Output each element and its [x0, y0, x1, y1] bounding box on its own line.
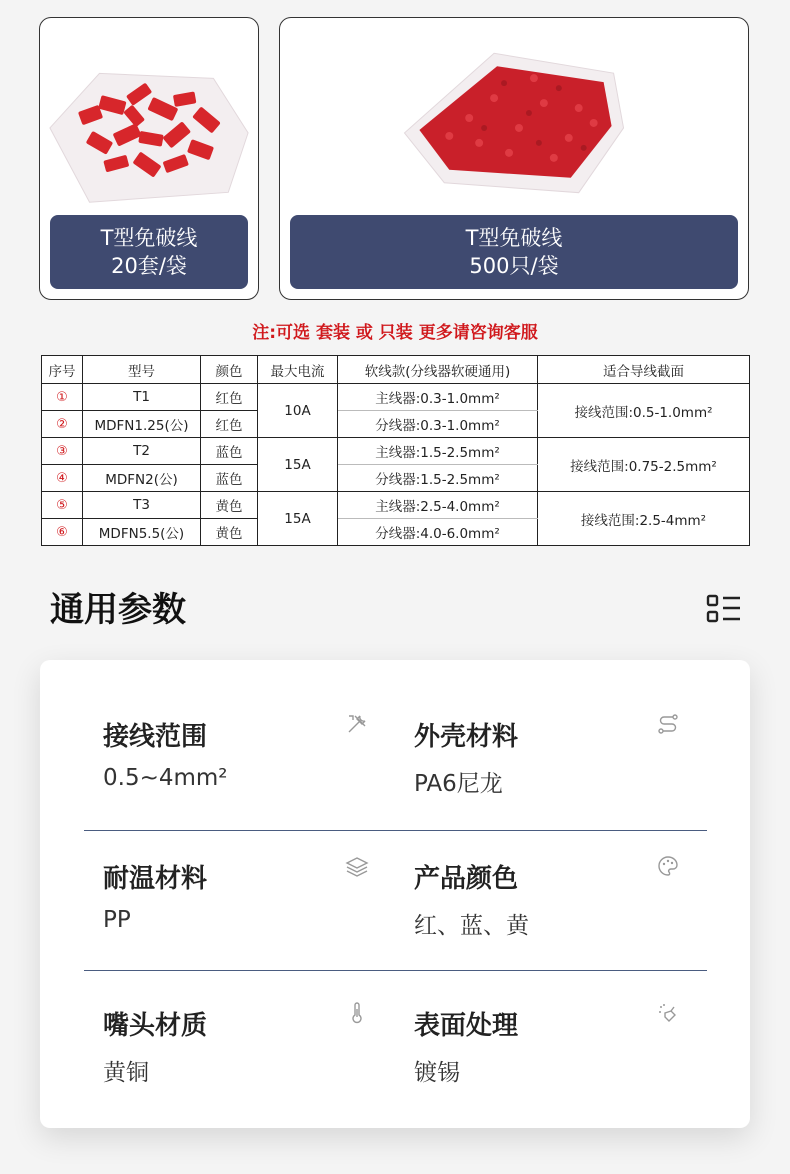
- param-surface-treatment: [414, 1005, 674, 1087]
- row-soft-wire: 主线器:1.5-2.5mm²: [338, 438, 538, 465]
- row-soft-wire: 分线器:4.0-6.0mm²: [338, 519, 538, 546]
- row-range: 接线范围:0.5-1.0mm²: [538, 384, 750, 438]
- row-number: ④: [42, 465, 83, 492]
- thermometer-icon: [345, 1001, 369, 1025]
- param-name: 产品颜色: [414, 864, 519, 894]
- section-title: 通用参数: [50, 590, 186, 630]
- spray-icon: [656, 1001, 680, 1025]
- row-model: T1: [83, 384, 201, 411]
- row-model: MDFN2(公): [83, 465, 201, 492]
- param-name: 表面处理: [414, 1011, 519, 1041]
- row-model: T3: [83, 492, 201, 519]
- product-card-20-sets: [39, 17, 259, 300]
- product-quantity: 20套/袋: [111, 254, 187, 278]
- palette-icon: [656, 854, 680, 878]
- param-value: 红、蓝、黄: [414, 913, 529, 939]
- param-heat-resistant-material: [103, 858, 363, 933]
- spec-table: [41, 355, 750, 546]
- header-color: 颜色: [201, 356, 258, 384]
- row-color: 蓝色: [201, 465, 258, 492]
- row-number: ①: [42, 384, 83, 411]
- header-soft-wire: 软线款(分线器软硬通用): [338, 356, 538, 384]
- row-soft-wire: 分线器:0.3-1.0mm²: [338, 411, 538, 438]
- product-name: T型免破线: [100, 226, 198, 250]
- param-name: 耐温材料: [103, 864, 208, 894]
- row-range: 接线范围:0.75-2.5mm²: [538, 438, 750, 492]
- header-model: 型号: [83, 356, 201, 384]
- divider: [84, 970, 707, 971]
- list-icon: [706, 593, 742, 625]
- row-color: 黄色: [201, 519, 258, 546]
- product-label: [290, 215, 738, 289]
- row-current: 15A: [258, 438, 338, 492]
- product-photo-large-bag: [280, 18, 748, 218]
- param-value: PP: [103, 907, 131, 933]
- header-no: 序号: [42, 356, 83, 384]
- row-model: MDFN5.5(公): [83, 519, 201, 546]
- row-soft-wire: 分线器:1.5-2.5mm²: [338, 465, 538, 492]
- row-number: ⑥: [42, 519, 83, 546]
- row-number: ②: [42, 411, 83, 438]
- header-wire-section: 适合导线截面: [538, 356, 750, 384]
- product-card-500-pcs: [279, 17, 749, 300]
- param-value: PA6尼龙: [414, 771, 503, 797]
- header-max-current: 最大电流: [258, 356, 338, 384]
- param-value: 镀锡: [414, 1060, 460, 1086]
- param-name: 嘴头材质: [103, 1011, 208, 1041]
- layers-icon: [345, 854, 369, 878]
- row-color: 黄色: [201, 492, 258, 519]
- row-soft-wire: 主线器:2.5-4.0mm²: [338, 492, 538, 519]
- route-icon: [656, 712, 680, 736]
- param-name: 接线范围: [103, 722, 208, 752]
- param-value: 0.5~4mm²: [103, 765, 228, 791]
- product-photo-small-bag: [40, 18, 258, 218]
- table-header-row: [42, 356, 750, 384]
- param-value: 黄铜: [103, 1060, 149, 1086]
- row-color: 蓝色: [201, 438, 258, 465]
- row-range: 接线范围:2.5-4mm²: [538, 492, 750, 546]
- table-row: [42, 384, 750, 411]
- product-name: T型免破线: [465, 226, 563, 250]
- param-shell-material: [414, 716, 674, 798]
- param-wiring-range: [103, 716, 363, 791]
- tools-icon: [345, 712, 369, 736]
- row-current: 15A: [258, 492, 338, 546]
- param-name: 外壳材料: [414, 722, 519, 752]
- product-quantity: 500只/袋: [469, 254, 559, 278]
- product-label: [50, 215, 248, 289]
- row-model: MDFN1.25(公): [83, 411, 201, 438]
- divider: [84, 830, 707, 831]
- purchase-note: 注:可选 套装 或 只装 更多请咨询客服: [252, 323, 538, 343]
- param-tip-material: [103, 1005, 363, 1087]
- table-row: [42, 438, 750, 465]
- parameters-card: [40, 660, 750, 1128]
- param-product-color: [414, 858, 674, 940]
- row-current: 10A: [258, 384, 338, 438]
- row-color: 红色: [201, 411, 258, 438]
- row-number: ③: [42, 438, 83, 465]
- row-number: ⑤: [42, 492, 83, 519]
- row-color: 红色: [201, 384, 258, 411]
- row-model: T2: [83, 438, 201, 465]
- table-row: [42, 492, 750, 519]
- row-soft-wire: 主线器:0.3-1.0mm²: [338, 384, 538, 411]
